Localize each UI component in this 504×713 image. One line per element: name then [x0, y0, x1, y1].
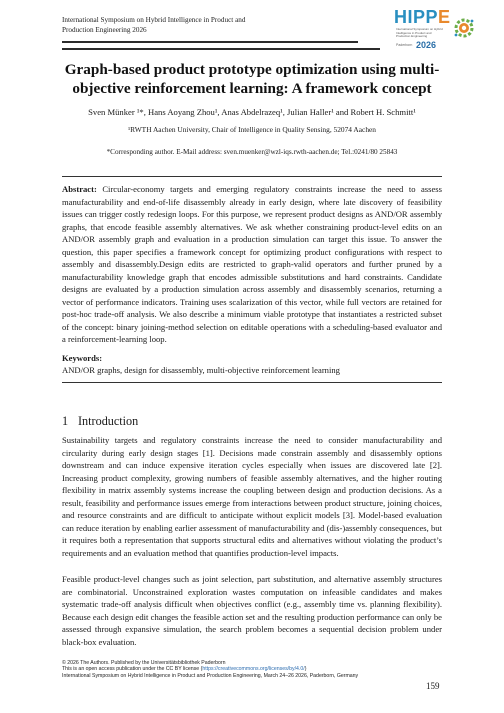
intro-paragraph-2: Feasible product-level changes such as joint selection, part substitution, and alternative assembly structures are combinatorial. Unconstrained exploration wastes computation on infeasible candidates and makes systematic trade-off analysis difficult when objectives conflict (e.g., assembly time vs. planning flexibility). Because each design edit changes the feasible action set and the resulting production performance can only be assessed through expansive simulation, the search problem becomes a sequential decision problem under black-box evaluation.: [62, 574, 442, 647]
logo-wordmark: HIPPE: [394, 7, 451, 27]
conference-line-2: Production Engineering 2026: [62, 25, 147, 34]
conference-header: [62, 16, 322, 35]
paper-authors: Sven Münker ¹*, Hans Aoyang Zhou¹, Anas Abdelrazeq¹, Julian Haller¹ and Robert H. Schmitt¹: [88, 107, 416, 117]
keywords-text: AND/OR graphs, design for disassembly, multi-objective reinforcement learning: [62, 365, 340, 375]
conference-logo: [394, 8, 456, 52]
header-rule-bottom: [62, 48, 380, 50]
corresponding-author: *Corresponding author. E-Mail address: sven.muenker@wzl-iqs.rwth-aachen.de; Tel.:0241/80 25843: [106, 148, 398, 156]
logo-city: Paderborn: [396, 43, 413, 47]
section-heading: [62, 414, 138, 429]
abstract-rule-bottom: [62, 382, 442, 383]
logo-subtitle: International Symposium on Hybrid Intelligence in Product and Production Engineering: [396, 27, 443, 39]
footer-license: This is an open access publication under the CC BY license (https://creativecommons.org/licenses/by/4.0/): [62, 666, 307, 673]
abstract-rule-top: [62, 176, 442, 177]
header-rule-top: [62, 41, 358, 43]
page-number: 159: [426, 681, 440, 691]
conference-line-1: International Symposium on Hybrid Intelligence in Product and: [62, 16, 246, 24]
section-title: Introduction: [78, 414, 139, 428]
logo-year: 2026: [416, 40, 437, 50]
section-number: 1: [62, 414, 69, 428]
page-footer: [62, 660, 402, 679]
keywords-label: Keywords:: [62, 353, 103, 363]
footer-copyright: © 2026 The Authors. Published by the Universitätsbibliothek Paderborn: [62, 660, 226, 666]
abstract-label: Abstract:: [62, 184, 97, 194]
license-link[interactable]: https://creativecommons.org/licenses/by/4.0/: [202, 666, 305, 673]
paper-affiliation: ¹RWTH Aachen University, Chair of Intelligence in Quality Sensing, 52074 Aachen: [127, 125, 377, 134]
paper-title: Graph-based product prototype optimization using multi-objective reinforcement learning: A framework concept: [64, 61, 440, 97]
abstract: [62, 183, 442, 346]
gear-circuit-icon: [452, 16, 476, 40]
abstract-text: Circular-economy targets and emerging regulatory constraints increase the need to assess manufacturability and end-of-life disassembly already in early design, where late discovery of feasibility issues can trigger costly redesign loops. For this purpose, we represent product designs as AND/OR assembly graphs, that encode feasible assembly alternatives. We ask whether constraining product-level edits on an AND/OR assembly graph and evaluation in a production simulation can target this issue. To answer the question, this paper specifies a framework concept for optimizing product configurations with respect to assembly and disassembly.Design edits are restricted to graph-valid operators and further pruned by a manufacturability knowledge graph that encodes admissible substitutions and hard constraints. Candidate designs are evaluated by a production simulation across assembly and disassembly scenarios, returning a vector of performance indicators. Training uses scalarization of this vector, while full vectors are retained for post-hoc trade-off analysis. We also describe a minimum viable prototype that instantiates a restricted subset of the concept: binary joining-method selection on editable operations with a scheduling-based evaluator and a reinforcement-learning loop.: [62, 184, 442, 344]
intro-paragraph-1: Sustainability targets and regulatory constraints increase the need to consider manufacturability and circularity during early design stages [1]. Decisions made constrain assembly and disassembly options downstream and can induce expensive iteration cycles especially when issues are discovered late [2]. Increasing product complexity, growing numbers of feasible assembly alternatives, and the higher routing flexibility in matrix assembly systems increase the coupling between design and production decisions. As a result, feasibility and performance issues emerge from interactions between product structure, joining choices, and resource constraints and are difficult to anticipate without explicit models [3]. Model-based evaluation can reduce iteration by enabling earlier assessment of manufacturability and (dis-)assembly consequences, but it requires both a representation that supports structural edits and alternatives without violating the product’s requirements and an evaluation method that quantifies production-level impacts.: [62, 435, 442, 558]
footer-conference: International Symposium on Hybrid Intelligence in Product and Production Engineering, March 24–26 2026, Paderborn, Germany: [62, 672, 359, 679]
